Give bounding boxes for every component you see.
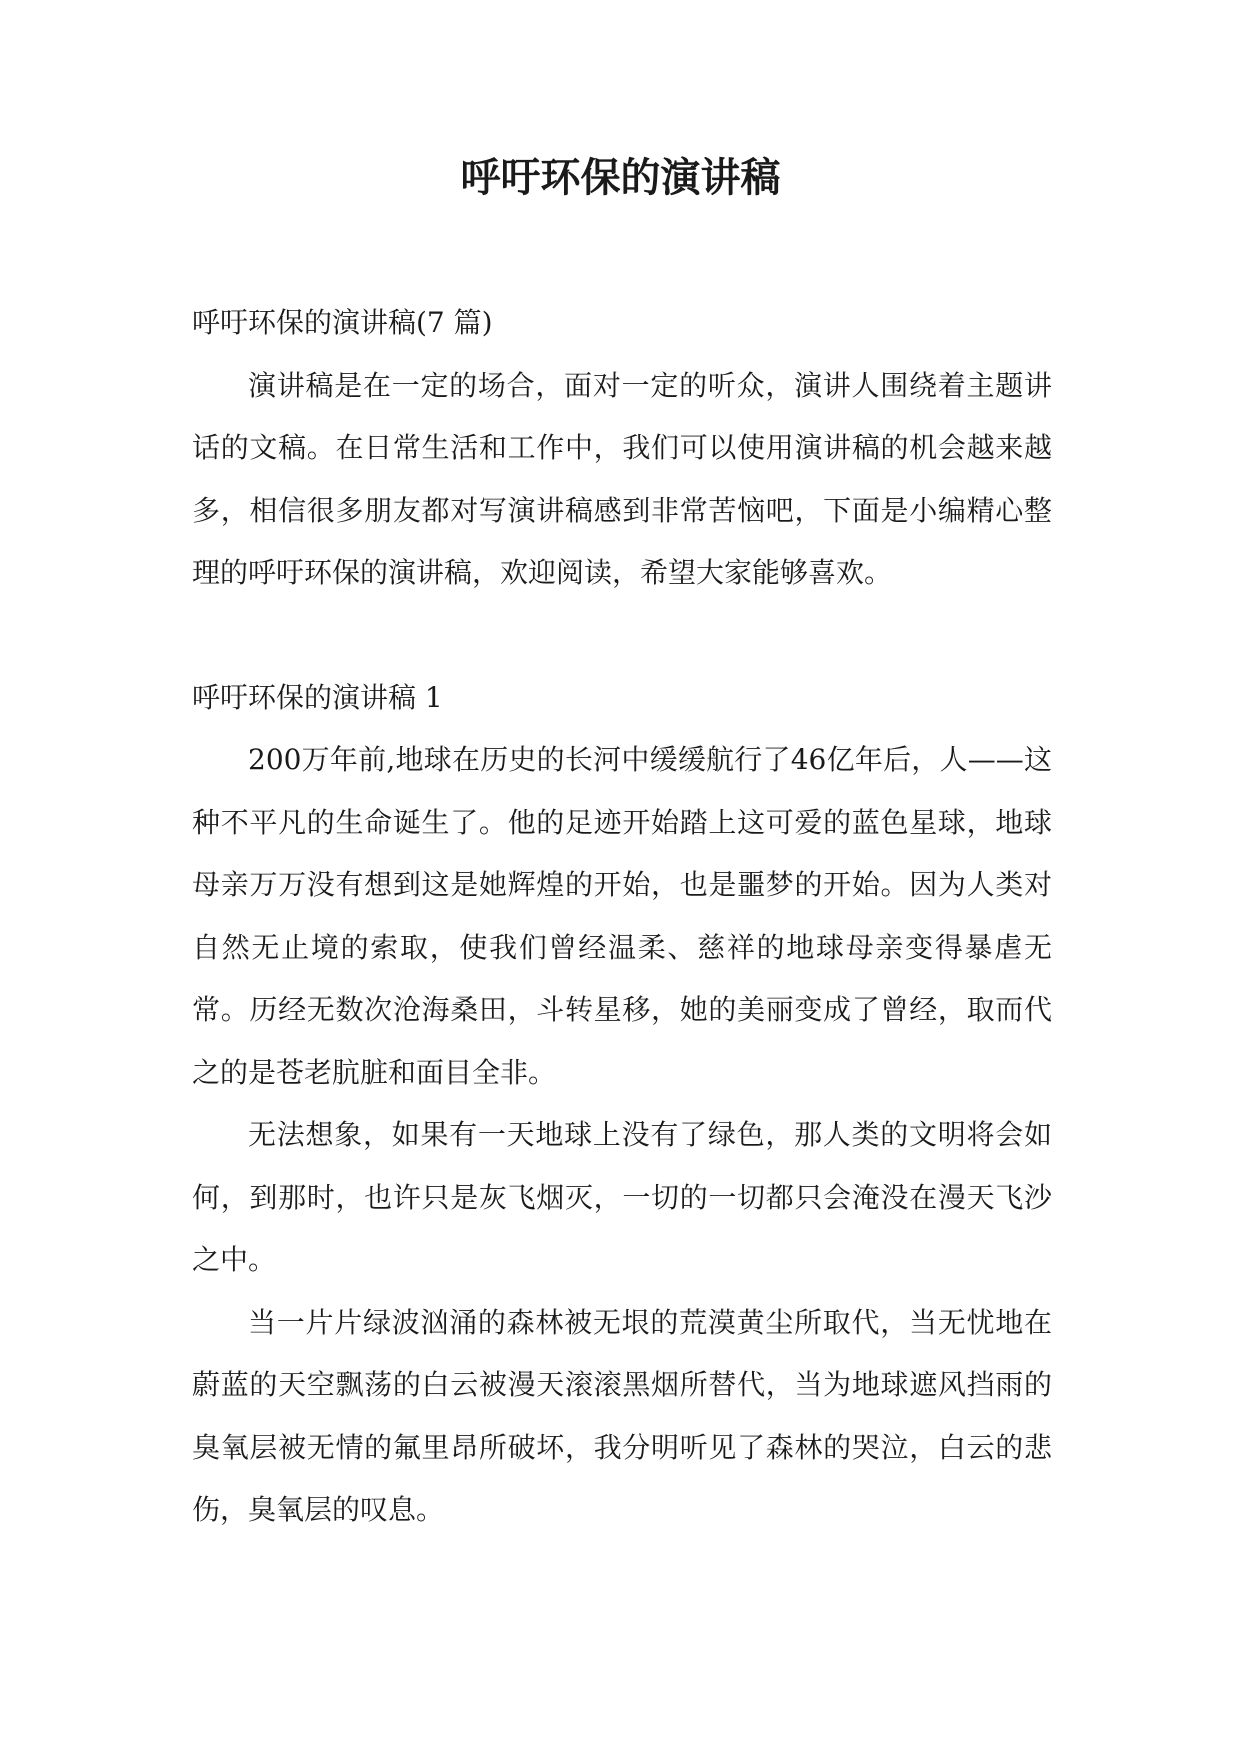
document-body <box>192 292 1052 1542</box>
section-heading: 呼吁环保的演讲稿 1 <box>192 680 443 714</box>
body-paragraph: 当一片片绿波汹涌的森林被无垠的荒漠黄尘所取代，当无忧地在蔚蓝的天空飘荡的白云被漫天滚滚黑烟所替代，当为地球遮风挡雨的臭氧层被无情的氟里昂所破坏，我分明听见了森林的哭泣，白云的悲伤，臭氧层的叹息。 <box>192 1305 1052 1526</box>
body-paragraph: 无法想象，如果有一天地球上没有了绿色，那人类的文明将会如何，到那时，也许只是灰飞烟灭，一切的一切都只会淹没在漫天飞沙之中。 <box>192 1118 1052 1276</box>
document-title: 呼吁环保的演讲稿 <box>460 155 781 201</box>
body-paragraph: 200万年前,地球在历史的长河中缓缓航行了46亿年后，人——这种不平凡的生命诞生了。他的足迹开始踏上这可爱的蓝色星球，地球母亲万万没有想到这是她辉煌的开始，也是噩梦的开始。因为人类对自然无止境的索取，使我们曾经温柔、慈祥的地球母亲变得暴虐无常。历经无数次沧海桑田，斗转星移，她的美丽变成了曾经，取而代之的是苍老肮脏和面目全非。 <box>192 743 1052 1089</box>
section-spacer <box>192 605 1052 667</box>
intro-paragraph: 演讲稿是在一定的场合，面对一定的听众，演讲人围绕着主题讲话的文稿。在日常生活和工作中，我们可以使用演讲稿的机会越来越多，相信很多朋友都对写演讲稿感到非常苦恼吧，下面是小编精心整理的呼吁环保的演讲稿，欢迎阅读，希望大家能够喜欢。 <box>192 368 1052 589</box>
document-subtitle: 呼吁环保的演讲稿(7 篇) <box>192 306 493 339</box>
